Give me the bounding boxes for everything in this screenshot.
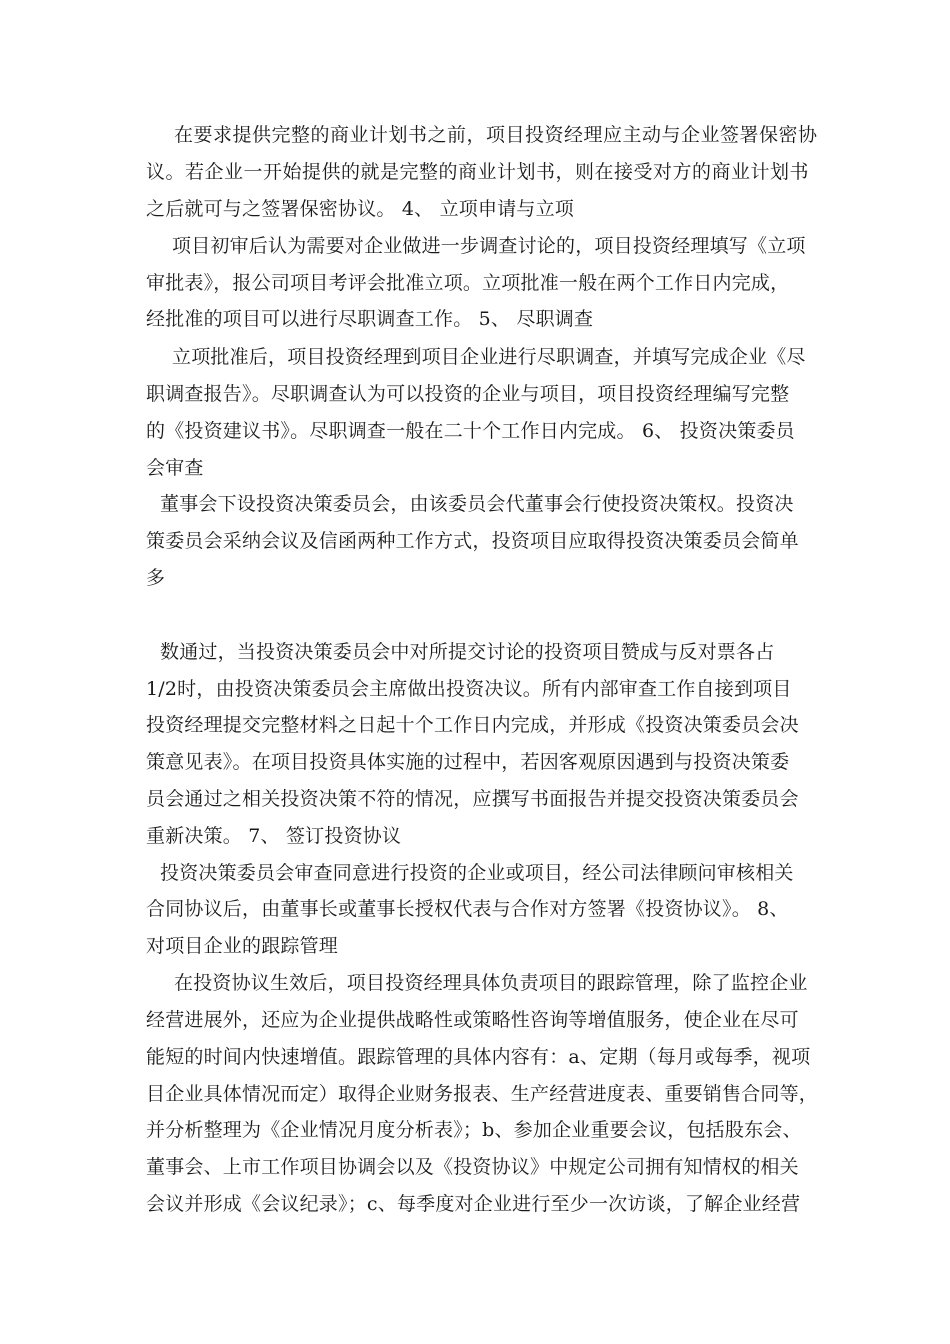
text-line: 数通过，当投资决策委员会中对所提交讨论的投资项目赞成与反对票各占 [160, 641, 775, 663]
text-line: 董事会、上市工作项目协调会以及《投资协议》中规定公司拥有知情权的相关 [146, 1156, 799, 1178]
text-line: 在投资协议生效后，项目投资经理具体负责项目的跟踪管理，除了监控企业 [174, 972, 808, 994]
text-line: 投资决策委员会审查同意进行投资的企业或项目，经公司法律顾问审核相关 [160, 862, 794, 884]
text-line: 董事会下设投资决策委员会，由该委员会代董事会行使投资决策权。投资决 [160, 493, 794, 515]
text-line: 经营进展外，还应为企业提供战略性或策略性咨询等增值服务，使企业在尽可 [146, 1009, 799, 1031]
text-line: 目企业具体情况而定）取得企业财务报表、生产经营进度表、重要销售合同等， [146, 1083, 819, 1105]
text-line: 员会通过之相关投资决策不符的情况，应撰写书面报告并提交投资决策委员会 [146, 788, 799, 810]
text-line: 会审查 [146, 457, 204, 479]
text-line: 策意见表》。在项目投资具体实施的过程中，若因客观原因遇到与投资决策委 [146, 751, 790, 773]
text-line: 策委员会采纳会议及信函两种工作方式，投资项目应取得投资决策委员会简单 [146, 530, 799, 552]
text-line: 职调查报告》。尽职调查认为可以投资的企业与项目，项目投资经理编写完整 [146, 383, 790, 405]
text-line: 项目初审后认为需要对企业做进一步调查讨论的，项目投资经理填写《立项 [172, 235, 806, 257]
text-line: 议。若企业一开始提供的就是完整的商业计划书，则在接受对方的商业计划书 [146, 161, 810, 183]
text-line: 合同协议后，由董事长或董事长授权代表与合作对方签署《投资协议》。 8、 [146, 898, 789, 920]
text-line: 1/2时，由投资决策委员会主席做出投资决议。所有内部审查工作自接到项目 [146, 678, 792, 700]
text-line: 在要求提供完整的商业计划书之前，项目投资经理应主动与企业签署保密协 [174, 124, 818, 146]
text-line: 投资经理提交完整材料之日起十个工作日内完成，并形成《投资决策委员会决 [146, 714, 799, 736]
text-line: 审批表》，报公司项目考评会批准立项。立项批准一般在两个工作日内完成， [146, 272, 790, 294]
text-line: 对项目企业的跟踪管理 [146, 935, 339, 957]
text-line: 并分析整理为《企业情况月度分析表》；b、参加企业重要会议，包括股东会、 [146, 1119, 802, 1141]
text-line: 经批准的项目可以进行尽职调查工作。 5、 尽职调查 [146, 308, 594, 330]
text-line: 会议并形成《会议纪录》；c、每季度对企业进行至少一次访谈，了解企业经营 [146, 1193, 801, 1215]
text-line: 多 [146, 567, 166, 589]
text-line: 立项批准后，项目投资经理到项目企业进行尽职调查，并填写完成企业《尽 [172, 346, 806, 368]
text-line: 能短的时间内快速增值。跟踪管理的具体内容有：a、定期（每月或每季，视项 [146, 1046, 811, 1068]
text-line: 的《投资建议书》。尽职调查一般在二十个工作日内完成。 6、 投资决策委员 [146, 420, 795, 442]
text-line: 之后就可与之签署保密协议。 4、 立项申请与立项 [146, 198, 574, 220]
text-line: 重新决策。 7、 签订投资协议 [146, 825, 402, 847]
